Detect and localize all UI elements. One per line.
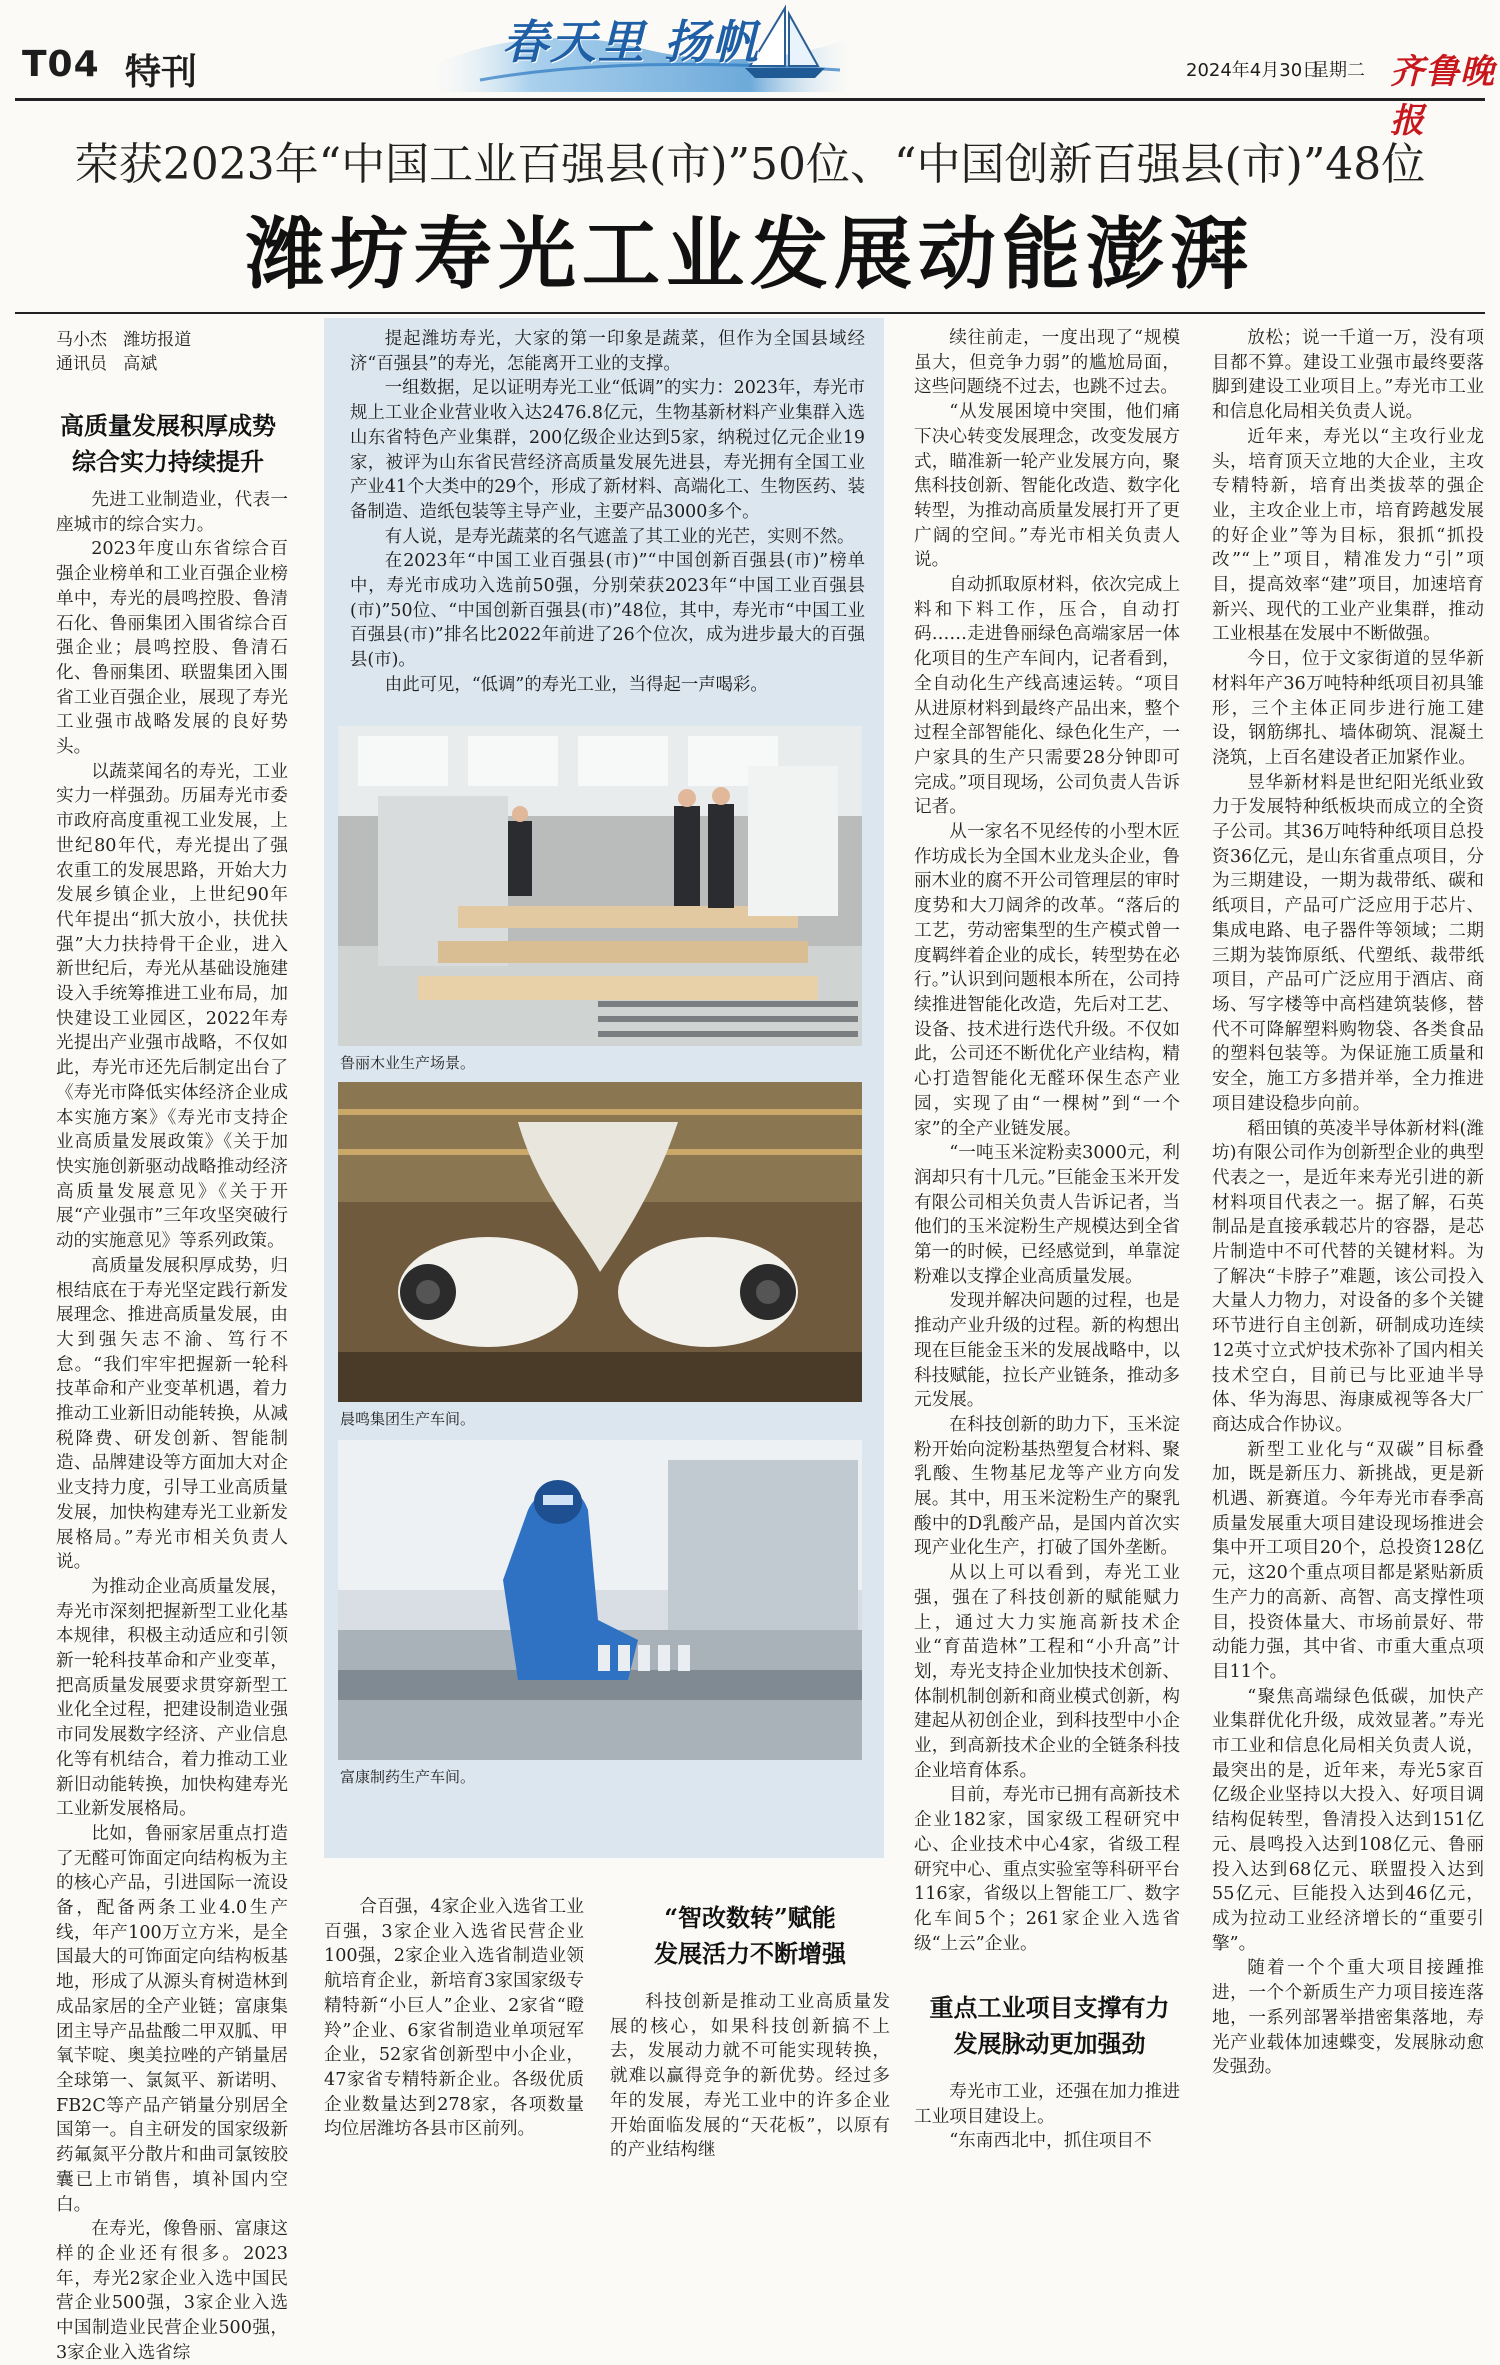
body-paragraph: “聚焦高端绿色低碳，加快产业集群优化升级，成效显著。”寿光市工业和信息化局相关负责人说，最突出的是，近年来，寿光5家百亿级企业坚持以大投入、好项目调结构促转型，鲁清投入达到151亿元、晨鸣投入达到108亿元、鲁丽投入达到68亿元、联盟投入达到55亿元、巨能投入达到46亿元，成为拉动工业经济增长的“重要引擎”。 [1212,1686,1484,1954]
reporter-name: 马小杰 [56,330,107,350]
lead-paragraph: 有人说，是寿光蔬菜的名气遮盖了其工业的光芒，实则不然。 [384,526,855,547]
photo-pharma-workshop [338,1440,862,1760]
newspaper-logo: 齐鲁晚报 [1390,52,1495,141]
reporter-role: 潍坊报道 [123,330,192,350]
column-4-body [1212,326,1484,2191]
body-paragraph: 合百强，4家企业入选省工业百强，3家企业入选省民营企业100强，2家企业入选省制造业领航培育企业，新培育3家国家级专精特新“小巨人”企业、2家省“瞪羚”企业、6家省制造业单项冠军企业，52家省创新型中小企业，47家省专精特新企业。各级优质企业数量达到278家，各项数量均位居潍坊各县市区前列。 [324,1897,584,2140]
issue-weekday: 星期二 [1311,60,1365,81]
column-3-body [914,326,1180,1954]
body-paragraph: 在寿光，像鲁丽、富康这样的企业还有很多。2023年，寿光2家企业入选中国民营企业500强，3家企业入选中国制造业民营企业500强，3家企业入选省综 [56,2219,288,2363]
body-paragraph: 续往前走，一度出现了“规模虽大，但竞争力弱”的尴尬局面，这些问题绕不过去，也跳不过去。 [914,328,1180,398]
body-paragraph: 放松；说一千道一万，没有项目都不算。建设工业强市最终要落脚到建设工业项目上。”寿光市工业和信息化局相关负责人说。 [1212,328,1484,423]
body-paragraph: 高质量发展积厚成势，归根结底在于寿光坚定践行新发展理念、推进高质量发展，由大到强矢志不渝、笃行不怠。“我们牢牢把握新一轮科技革命和产业变革机遇，着力推动工业新旧动能转换，从减税降费、研发创新、智能制造、品牌建设等方面加大对企业支持力度，引导工业高质量发展，加快构建寿光工业新发展格局。”寿光市相关负责人说。 [56,1255,288,1573]
section-name: 特刊 [125,51,198,93]
issue-date: 2024年4月30日 [1186,60,1321,81]
body-paragraph: 寿光市工业，还强在加力推进工业项目建设上。 [914,2082,1180,2127]
body-paragraph: 随着一个个重大项目接踵推进，一个个新质生产力项目接连落地，一系列部署举措密集落地，寿光产业载体加速蝶变，发展脉动愈发强劲。 [1212,1958,1484,2078]
photo-furniture-line [338,726,862,1046]
body-paragraph: 自动抓取原材料，依次完成上料和下料工作，压合，自动打码……走进鲁丽绿色高端家居一体化项目的生产车间内，记者看到，全自动化生产线高速运转。“项目从进原材料到最终产品出来，整个过程全部智能化、绿色化生产，一户家具的生产只需要28分钟即可完成。”项目现场，公司负责人告诉记者。 [914,575,1180,818]
article-headline: 潍坊寿光工业发展动能澎湃 [245,209,1254,300]
body-paragraph: “一吨玉米淀粉卖3000元，利润却只有十几元。”巨能金玉米开发有限公司相关负责人告诉记者，当他们的玉米淀粉生产规模达到全省第一的时候，已经感觉到，单靠淀粉难以支撑企业高质量发展。 [914,1143,1180,1287]
correspondent-name: 高斌 [123,354,158,374]
lead-text [350,327,865,698]
masthead-banner [420,0,860,92]
body-paragraph: “从发展困境中突围，他们痛下决心转变发展理念，改变发展方式，瞄准新一轮产业发展方向，聚焦科技创新、智能化改造、数字化转型，为推动高质量发展打开了更广阔的空间。”寿光市相关负责人说。 [914,402,1180,571]
body-paragraph: 新型工业化与“双碳”目标叠加，既是新压力、新挑战，更是新机遇、新赛道。今年寿光市春季高质量发展重大项目建设现场推进会集中开工项目20个，总投资128亿元，这20个重点项目都是紧贴新质生产力的高新、高智、高支撑性项目，投资体量大、市场前景好、带动能力强，其中省、市重大重点项目11个。 [1212,1439,1484,1682]
body-paragraph: 从一家名不见经传的小型木匠作坊成长为全国木业龙头企业，鲁丽木业的腐不开公司管理层的审时度势和大刀阔斧的改革。“落后的工艺，劳动密集型的生产模式曾一度羁绊着企业的成长，转型势在必行。”认识到问题根本所在，公司持续推进智能化改造，先后对工艺、设备、技术进行迭代升级。不仅如此，公司还不断优化产业结构，精心打造智能化无醛环保生态产业园，实现了由“一棵树”到“一个家”的全产业链发展。 [914,822,1180,1139]
header-rule [15,98,1485,101]
lead-paragraph: 一组数据，足以证明寿光工业“低调”的实力：2023年，寿光市规上工业企业营业收入达2476.8亿元，生物基新材料产业集群入选山东省特色产业集群，200亿级企业达到5家，纳税过亿元企业19家，被评为山东省民营经济高质量发展先进县，寿光拥有全国工业产业41个大类中的29个，形成了新材料、高端化工、生物医药、装备制造、造纸包装等主导产业，主要产品3000多个。 [350,378,865,522]
photo-caption-1: 鲁丽木业生产场景。 [340,1054,476,1072]
title-rule [15,312,1485,314]
column-1-body [56,488,288,2363]
body-paragraph: 发现并解决问题的过程，也是推动产业升级的过程。新的构想出现在巨能金玉米的发展战略中，以科技赋能，拉长产业链条，推动多元发展。 [914,1291,1180,1411]
lead-paragraph: 在2023年“中国工业百强县(市)”“中国创新百强县(市)”榜单中，寿光市成功入选前50强，分别荣获2023年“中国工业百强县(市)”50位、“中国创新百强县(市)”48位，其中，寿光市“中国工业百强县(市)”排名比2022年前进了26个位次，成为进步最大的百强县(市)。 [350,551,865,671]
article-subtitle: 荣获2023年“中国工业百强县(市)”50位、“中国创新百强县(市)”48位 [74,139,1426,190]
body-paragraph: 在科技创新的助力下，玉米淀粉开始向淀粉基热塑复合材料、聚乳酸、生物基尼龙等产业方向发展。其中，用玉米淀粉生产的聚乳酸中的D乳酸产品，是国内首次实现产业化生产，打破了国外垄断。 [914,1414,1180,1559]
page-header [0,0,1500,141]
byline [56,328,191,376]
col3-section-heading-a: “智改数转”赋能 发展活力不断增强 [654,1903,846,1968]
column-3-body-b [914,2080,1180,2195]
column-2-bottom-body [324,1895,584,2195]
body-paragraph: 比如，鲁丽家居重点打造了无醛可饰面定向结构板为主的核心产品，引进国际一流设备，配备两条工业4.0生产线，年产100万立方米，是全国最大的可饰面定向结构板基地，形成了从源头育树造林到成品家居的全产业链；富康集团主导产品盐酸二甲双胍、甲氧苄啶、奥美拉唑的产销量居全球第一、氯氮平、新诺明、FB2C等产品产销量分别居全国第一。自主研发的国家级新药氟氮平分散片和曲司氯铵胶囊已上市销售，填补国内空白。 [56,1823,288,2215]
body-paragraph: 昱华新材料是世纪阳光纸业致力于发展特种纸板块而成立的全资子公司。其36万吨特种纸项目总投资36亿元，是山东省重点项目，分为三期建设，一期为裁带纸、碳和纸项目，产品可广泛应用于芯片、集成电路、电子器件等领域；二期三期为装饰原纸、代塑纸、裁带纸项目，产品可广泛应用于酒店、商场、写字楼等中高档建筑装修，替代不可降解塑料购物袋、各类食品的塑料包装等。为保证施工质量和安全，施工方多措并举，全力推进项目建设稳步向前。 [1212,772,1484,1114]
body-paragraph: 近年来，寿光以“主攻行业龙头，培育顶天立地的大企业，主攻专精特新，培育出类拔萃的强企业，主攻企业上市，培育跨越发展的好企业”等为目标，狠抓“抓投改”“上”项目，精准发力“引”项目，提高效率“建”项目，加速培育新兴、现代的工业产业集群，推动工业根基在发展中不断做强。 [1212,426,1484,645]
masthead-title: 春天里 扬帆 [502,15,761,69]
page-number: T04 [22,44,100,85]
correspondent-label: 通讯员 [56,354,107,374]
body-paragraph: 科技创新是推动工业高质量发展的核心，如果科技创新搞不上去，发展动力就不可能实现转换，就难以赢得竞争的新优势。经过多年的发展，寿光工业中的许多企业开始面临发展的“天花板”，以原有的产业结构继 [610,1992,890,2161]
body-paragraph: 稻田镇的英凌半导体新材料(潍坊)有限公司作为创新型企业的典型代表之一，是近年来寿光引进的新材料项目代表之一。据了解，石英制品是直接承载芯片的容器，是芯片制造中不可代替的关键材料。为了解决“卡脖子”难题，该公司投入大量人力物力，对设备的多个关键环节进行自主创新，研制成功连续12英寸立式炉技术弥补了国内相关技术空白，目前已与比亚迪半导体、华为海思、海康威视等各大厂商达成合作协议。 [1212,1118,1484,1435]
body-paragraph: 为推动企业高质量发展，寿光市深刻把握新型工业化基本规律，积极主动适应和引领新一轮科技革命和产业变革，把高质量发展要求贯穿新型工业化全过程，把建设制造业强市同发展数字经济、产业信息化等有机结合，着力推动工业新旧动能转换，加快构建寿光工业新发展格局。 [56,1576,288,1820]
lead-paragraph: 由此可见，“低调”的寿光工业，当得起一声喝彩。 [384,674,768,695]
body-paragraph: 今日，位于文家街道的昱华新材料年产36万吨特种纸项目初具雏形，三个主体正同步进行施工建设，钢筋绑扎、墙体砌筑、混凝土浇筑，上百名建设者正加紧作业。 [1212,649,1484,768]
body-paragraph: 目前，寿光市已拥有高新技术企业182家，国家级工程研究中心、企业技术中心4家，省级工程研究中心、重点实验室等科研平台116家，省级以上智能工厂、数字化车间5个；261家企业入选省级“上云”企业。 [914,1785,1180,1954]
photo-paper-rolls [338,1082,862,1402]
column-3-body-a [610,1990,890,2195]
body-paragraph: 先进工业制造业，代表一座城市的综合实力。 [56,490,288,535]
photo-caption-3: 富康制药生产车间。 [340,1768,476,1786]
body-paragraph: 2023年度山东省综合百强企业榜单和工业百强企业榜单中，寿光的晨鸣控股、鲁清石化、鲁丽集团入围省综合百强企业；晨鸣控股、鲁清石化、鲁丽集团、联盟集团入围省工业百强企业，展现了寿光工业强市战略发展的良好势头。 [56,539,288,758]
col3-section-heading-b: 重点工业项目支撑有力 发展脉动更加强劲 [929,1993,1170,2058]
lead-paragraph: 提起潍坊寿光，大家的第一印象是蔬菜，但作为全国县域经济“百强县”的寿光，怎能离开工业的支撑。 [350,329,865,374]
col1-section-heading: 高质量发展积厚成势 综合实力持续提升 [60,411,276,476]
body-paragraph: 以蔬菜闻名的寿光，工业实力一样强劲。历届寿光市委市政府高度重视工业发展，上世纪80年代，寿光提出了强农重工的发展思路，开始大力发展乡镇企业，上世纪90年代年提出“抓大放小，扶优扶强”大力扶持骨干企业，进入新世纪后，寿光从基础设施建设入手统筹推进工业布局，加快建设工业园区，2022年寿光提出产业强市战略，不仅如此，寿光市还先后制定出台了《寿光市降低实体经济企业成本实施方案》《寿光市支持企业高质量发展政策》《关于加快实施创新驱动战略推动经济高质量发展意见》《关于开展“产业强市”三年攻坚突破行动的实施意见》等系列政策。 [56,761,288,1252]
photo-caption-2: 晨鸣集团生产车间。 [340,1410,476,1428]
body-paragraph: “东南西北中，抓住项目不 [949,2131,1152,2152]
body-paragraph: 从以上可以看到，寿光工业强，强在了科技创新的赋能赋力上，通过大力实施高新技术企业“育苗造林”工程和“小升高”计划，寿光支持企业加快技术创新、体制机制创新和商业模式创新，构建起从初创企业，到科技型中小企业，到高新技术企业的全链条科技企业培育体系。 [914,1563,1180,1781]
